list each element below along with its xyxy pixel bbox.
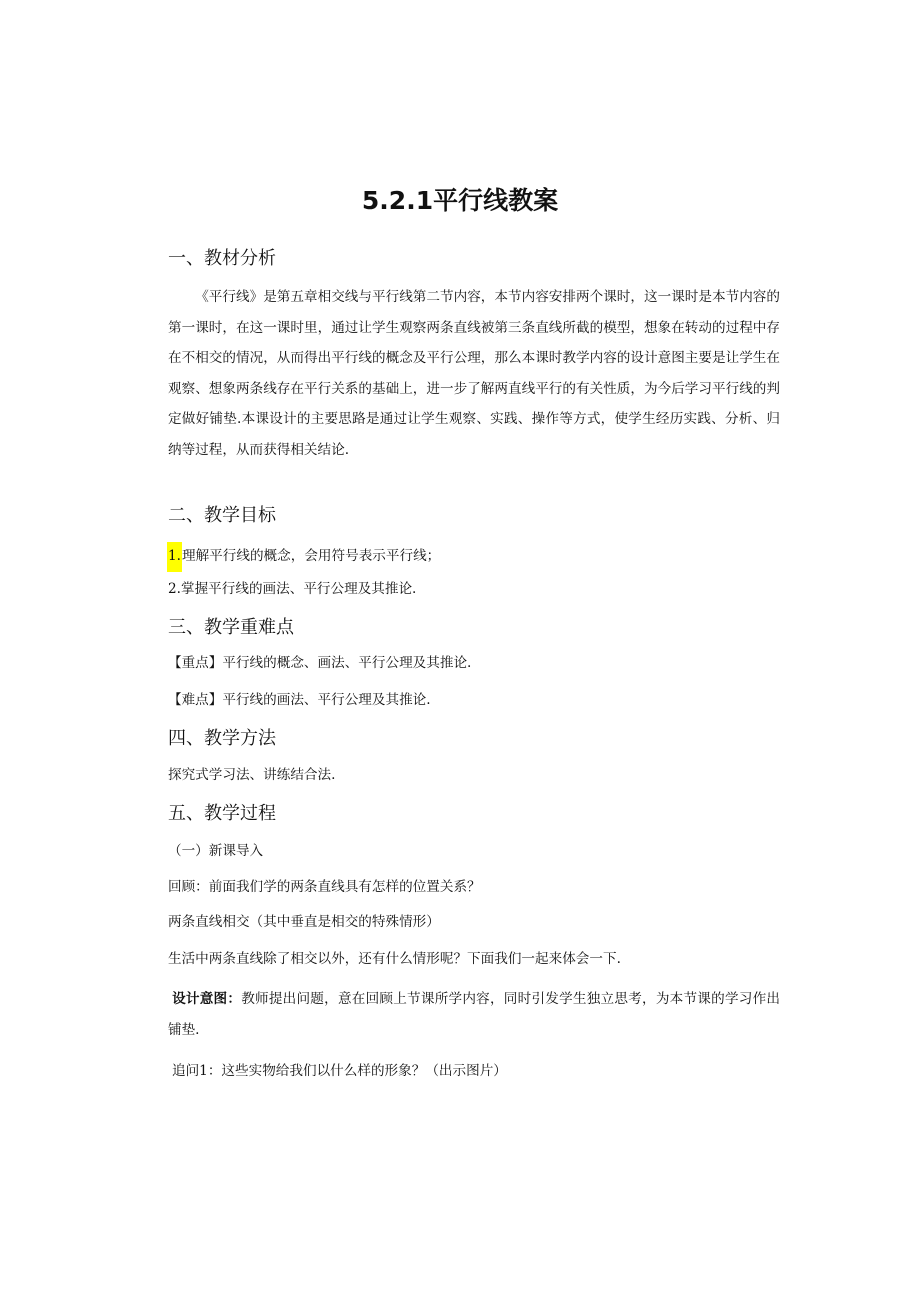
follow-up-question: 追问1：这些实物给我们以什么样的形象？（出示图片） xyxy=(172,1063,507,1079)
section-heading-key-points: 三、教学重难点 xyxy=(168,617,294,638)
highlighted-number: 1. xyxy=(167,542,182,572)
design-intent-paragraph xyxy=(168,984,780,1045)
difficult-point-label: 【难点】 xyxy=(168,692,223,708)
section-heading-methods: 四、教学方法 xyxy=(168,728,276,749)
difficult-point-line xyxy=(168,689,431,711)
section-heading-analysis: 一、教材分析 xyxy=(168,248,276,269)
key-point-label: 【重点】 xyxy=(168,655,223,671)
section-heading-process: 五、教学过程 xyxy=(168,803,276,824)
subsection-new-lesson-intro: （一）新课导入 xyxy=(168,843,264,859)
review-answer: 两条直线相交（其中垂直是相交的特殊情形） xyxy=(168,914,440,930)
design-intent-text: 教师提出问题，意在回顾上节课所学内容，同时引发学生独立思考，为本节课的学习作出铺垫. xyxy=(168,991,780,1038)
review-question: 回顾：前面我们学的两条直线具有怎样的位置关系？ xyxy=(168,879,481,895)
analysis-paragraph: 《平行线》是第五章相交线与平行线第二节内容，本节内容安排两个课时，这一课时是本节内容的第一课时，在这一课时里，通过让学生观察两条直线被第三条直线所截的模型，想象在转动的过程中存在不相交的情况，从而得出平行线的概念及平行公理，那么本课时教学内容的设计意图主要是让学生在观察、想象两条线存在平行关系的基础上，进一步了解两直线平行的有关性质，为今后学习平行线的判定做好铺垫.本课设计的主要思路是通过让学生观察、实践、操作等方式，使学生经历实践、分析、归纳等过程，从而获得相关结论. xyxy=(168,289,780,458)
key-point-line xyxy=(168,652,471,674)
difficult-point-text: 平行线的画法、平行公理及其推论. xyxy=(222,692,431,708)
objective-item-2: 2.掌握平行线的画法、平行公理及其推论. xyxy=(168,581,417,597)
objective-item-1 xyxy=(168,542,440,572)
document-title: 5.2.1平行线教案 xyxy=(361,186,559,215)
methods-text: 探究式学习法、讲练结合法. xyxy=(168,767,336,783)
key-point-text: 平行线的概念、画法、平行公理及其推论. xyxy=(222,655,472,671)
life-question: 生活中两条直线除了相交以外，还有什么情形呢？下面我们一起来体会一下. xyxy=(168,951,621,967)
objective-item-1-text: 理解平行线的概念，会用符号表示平行线； xyxy=(181,548,441,564)
design-intent-label: 设计意图： xyxy=(172,991,242,1007)
section-heading-objectives: 二、教学目标 xyxy=(168,505,276,526)
